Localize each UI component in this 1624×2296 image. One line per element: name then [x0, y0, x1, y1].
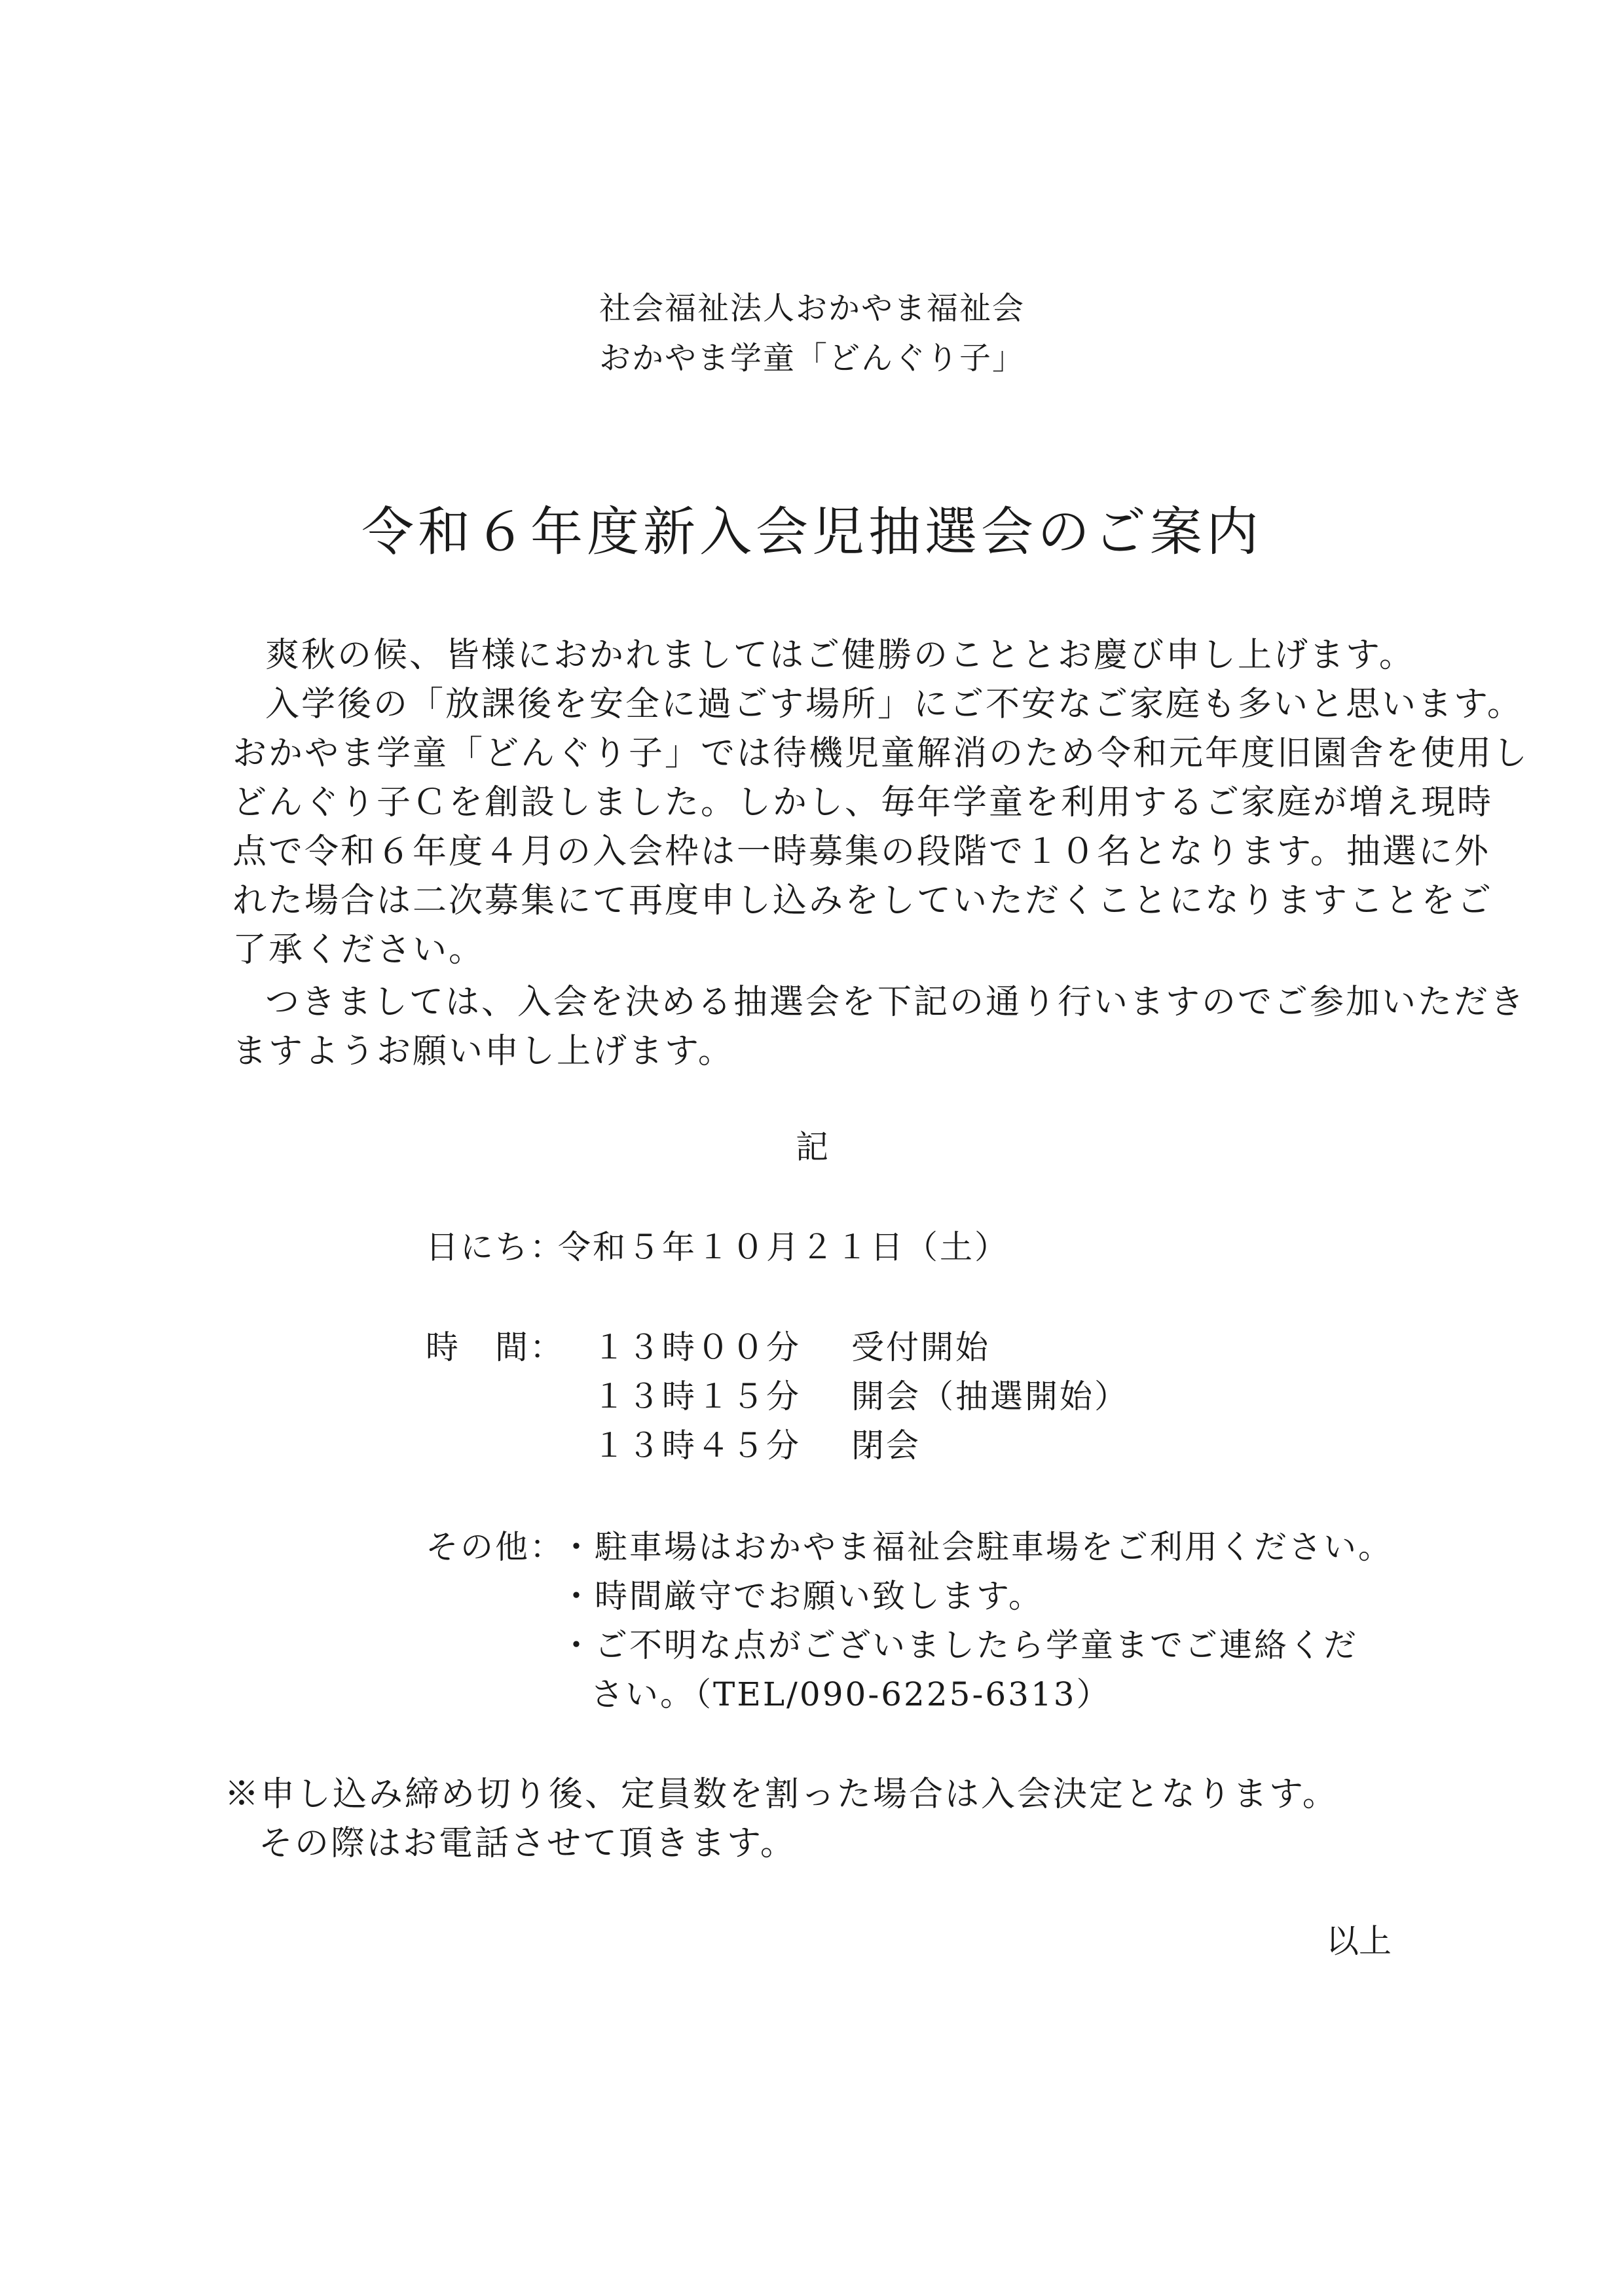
time-event: 開会（抽選開始） [851, 1377, 1129, 1415]
time-value: １３時００分 [593, 1328, 801, 1366]
other-item: ・時間厳守でお願い致します。 [560, 1577, 1043, 1615]
body-line: 了承ください。 [232, 930, 485, 970]
body-line: ますようお願い申し上げます。 [232, 1032, 734, 1071]
body-line: 爽秋の候、皆様におかれましてはご健勝のこととお慶び申し上げます。 [265, 636, 1415, 675]
time-value: １３時４５分 [593, 1427, 801, 1465]
record-mark: 記 [796, 1128, 828, 1166]
body-line: れた場合は二次募集にて再度申し込みをしていただくことになりますことをご [232, 881, 1494, 920]
date-value: 令和５年１０月２１日（土） [558, 1228, 1009, 1266]
closing-mark: 以上 [1326, 1922, 1392, 1960]
time-label: 時 間： [426, 1328, 564, 1366]
note-line: その際はお電話させて頂きます。 [259, 1824, 796, 1863]
body-line: 点で令和６年度４月の入会枠は一時募集の段階で１０名となります。抽選に外 [232, 832, 1490, 871]
other-label: その他： [426, 1528, 564, 1566]
time-event: 閉会 [851, 1427, 921, 1465]
facility-name: おかやま学童「どんぐり子」 [599, 340, 1025, 376]
body-line: つきましては、入会を決める抽選会を下記の通り行いますのでご参加いただき [265, 983, 1526, 1022]
other-item: ・駐車場はおかやま福祉会駐車場をご利用ください。 [560, 1528, 1393, 1566]
organization-name: 社会福祉法人おかやま福祉会 [599, 290, 1025, 327]
body-line: どんぐり子Ｃを創設しました。しかし、毎年学童を利用するご家庭が増え現時 [232, 783, 1494, 822]
other-item: ・ご不明な点がございましたら学童までご連絡くだ [560, 1626, 1358, 1664]
body-line: 入学後の「放課後を安全に過ごす場所」にご不安なご家庭も多いと思います。 [265, 685, 1523, 724]
time-event: 受付開始 [851, 1328, 990, 1366]
note-line: ※申し込み締め切り後、定員数を割った場合は入会決定となります。 [225, 1775, 1338, 1814]
other-item-continued: さい。（TEL/090-6225-6313） [591, 1675, 1111, 1713]
date-label: 日にち： [426, 1228, 564, 1266]
page-title: 令和６年度新入会児抽選会のご案内 [361, 501, 1263, 562]
body-line: おかやま学童「どんぐり子」では待機児童解消のため令和元年度旧園舎を使用し [232, 734, 1530, 773]
time-value: １３時１５分 [593, 1377, 801, 1415]
